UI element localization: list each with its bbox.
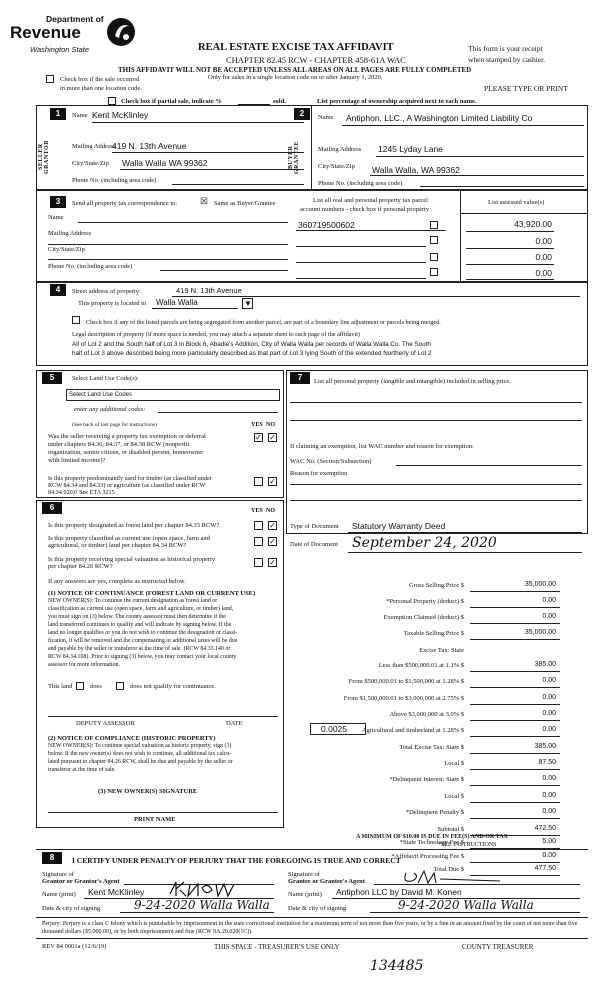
same-as-buyer-checkbox[interactable]: ☒ <box>200 196 209 206</box>
parcel-2-field[interactable] <box>296 246 426 247</box>
calc-row-value[interactable]: 0.00 <box>542 613 556 620</box>
s6-no-header: NO <box>266 508 275 514</box>
wac-label: WAC No. (Section/Subsection) <box>290 458 372 465</box>
multi-location-text-2: in more than one location code. <box>60 85 142 92</box>
s6-q3-line2: per chapter 84.26 RCW? <box>48 563 113 570</box>
legal-desc-label: Legal description of property (if more space is needed, you may attach a separate sheet to each page of the affidavit) <box>72 331 360 338</box>
calc-row-label: Taxable Selling Price $ <box>403 630 464 637</box>
s3-phone-label: Phone No. (including area code) <box>48 263 133 270</box>
calc-row-value[interactable]: 5.00 <box>542 838 556 845</box>
s5-yes-header: YES <box>251 422 263 428</box>
s5-q2-line2: RCW 84.34 and 84.33) or agriculture (as classified under RCW <box>48 482 206 489</box>
parcels-header-1: List all real and personal property tax parcel <box>313 197 428 204</box>
notice-compliance-2: below. If the new owner(s) does not wish to continue, all additional tax calcu- <box>48 751 232 757</box>
calc-row-value[interactable]: 0.00 <box>542 808 556 815</box>
calc-row-value[interactable]: 0.00 <box>542 852 556 859</box>
calc-row-value[interactable]: 0.00 <box>542 694 556 701</box>
assessed-value-2[interactable]: 0.00 <box>535 236 552 246</box>
s5-q1-yes-checkbox[interactable]: ✓ <box>255 433 262 442</box>
calc-row-label: Agricultural and timberland at 1.28% $ <box>361 727 464 734</box>
s6-q2-line1: Is this property classified as current use (open space, farm and <box>48 535 210 542</box>
calc-row-value[interactable]: 0.00 <box>542 710 556 717</box>
buyer-city-line <box>370 175 584 176</box>
seller-mail-line <box>112 152 304 153</box>
grantor-date-line <box>120 912 274 913</box>
section-7-badge: 7 <box>290 372 310 384</box>
section-8-rule <box>36 849 588 850</box>
parcel-1-personal-checkbox[interactable] <box>430 221 438 229</box>
parcel-1[interactable]: 360719500602 <box>298 220 355 230</box>
s3-mail-label: Mailing Address <box>48 230 92 237</box>
land-does-not-label: does not qualify for continuance. <box>130 683 216 690</box>
grantor-signature-scribble <box>168 880 238 900</box>
seller-phone-label: Phone No. (including area code) <box>72 177 157 184</box>
parcel-3-field[interactable] <box>296 262 426 263</box>
dept-of-text: Department of <box>46 14 104 24</box>
land-does-not-checkbox[interactable] <box>116 682 124 690</box>
s5-q2-yes-checkbox[interactable] <box>254 477 263 486</box>
minimum-due-note: A MINIMUM OF $10.00 IS DUE IN FEE(S) AND/OR TAX <box>356 834 508 840</box>
print-name-label: PRINT NAME <box>134 816 176 823</box>
section-6-badge: 6 <box>42 502 62 514</box>
assessed-divider <box>460 190 461 282</box>
section-1-badge: 1 <box>50 108 66 120</box>
s6-q2-no-checkbox[interactable]: ✓ <box>269 537 276 546</box>
section-4-badge: 4 <box>50 284 66 296</box>
calc-row-line <box>470 862 560 863</box>
seller-phone-field[interactable] <box>172 184 304 185</box>
notice-compliance-title: (2) NOTICE OF COMPLIANCE (HISTORIC PROPERTY) <box>48 735 216 742</box>
notice-continuance-6: fication, it will be removed and the compensating or additional taxes will be due <box>48 638 238 644</box>
buyer-phone-field[interactable] <box>420 186 584 187</box>
segregated-label: Check box if any of the listed parcels are being segregated from another parcel, are part of a boundary line adjustment or parcels being merged. <box>86 319 441 326</box>
seller-mail[interactable]: 419 N. 13th Avenue <box>112 141 187 151</box>
s5-q2-line1: Is this property predominantly used for timber (as classified under <box>48 475 212 482</box>
seller-city[interactable]: Walla Walla WA 99362 <box>122 158 208 168</box>
chevron-down-icon: ▼ <box>244 299 252 308</box>
doc-type-line <box>348 532 582 533</box>
calc-row-label: *Delinquent Penalty $ <box>405 809 464 816</box>
calc-row-value[interactable]: 87.50 <box>538 759 556 766</box>
notice-compliance-1: NEW OWNER(S): To continue special valuation as historic property, sign (3) <box>48 743 232 749</box>
see-instructions-note: *SEE INSTRUCTIONS <box>438 842 497 848</box>
additional-codes-field[interactable] <box>158 412 278 413</box>
wac-field[interactable] <box>396 465 582 466</box>
seller-city-label: City/State/Zip <box>72 160 109 167</box>
calc-row-label: Subtotal $ <box>437 826 464 833</box>
deputy-assessor-line[interactable] <box>48 716 278 717</box>
parcel-4-field[interactable] <box>296 278 426 279</box>
located-in-dropdown[interactable] <box>242 298 253 309</box>
doc-date[interactable]: September 24, 2020 <box>352 535 497 551</box>
grantor-sig-label-1: Signature of <box>42 871 74 878</box>
perjury-notice: Perjury: Perjury is a class C felony which is punishable by imprisonment in the state correctional institution for a maximum term of not more than five years, or by a fine in an amount fixed by the court of not more than five thousand dollars ($5,000.00), or by both imprisonment and fine (RCW 9A.20.020(1C)). <box>42 921 578 935</box>
buyer-city[interactable]: Walla Walla, WA 99362 <box>372 165 460 175</box>
calc-row-label: Total Due $ <box>433 866 464 873</box>
dor-swirl-icon <box>105 16 137 48</box>
exemption-question: If claiming an exemption, list WAC number and reason for exemption: <box>290 443 474 450</box>
send-correspondence-label: Send all property tax correspondence to: <box>72 200 178 207</box>
notice-continuance-5: land no longer qualifies or you do not wish to continue the designation or classi- <box>48 630 238 636</box>
s5-q2-line3: 84.34.020)? See ETA 3215 <box>48 489 115 496</box>
grantor-sig-label-2: Grantor or Grantor's Agent <box>42 878 120 885</box>
deputy-date-label: DATE <box>226 720 243 727</box>
multi-location-checkbox[interactable] <box>46 75 54 83</box>
s3-phone-field[interactable] <box>160 270 288 271</box>
notice-continuance-1: NEW OWNER(S): To continue the current designation as forest land or <box>48 598 218 604</box>
partial-sale-label: Check box if partial sale, indicate % <box>121 98 222 105</box>
calc-row-label: Exemption Claimed (deduct) $ <box>383 614 464 621</box>
calc-row-label: Total Excise Tax: State $ <box>399 744 464 751</box>
calc-row-label: Excise Tax: State <box>419 647 464 654</box>
calc-row-value[interactable]: 385.00 <box>534 743 556 750</box>
land-use-select-value: Select Land Use Codes <box>69 392 133 398</box>
same-as-buyer-label: Same as Buyer/Grantee <box>214 200 276 207</box>
parcel-2-personal-checkbox[interactable] <box>430 236 438 244</box>
calc-row-line <box>470 687 560 688</box>
s3-city-field[interactable] <box>48 259 288 260</box>
section-1-2-divider <box>311 105 312 190</box>
multi-location-text-1: Check box if the sale occurred <box>60 76 140 83</box>
seller-grantor-label: SELLER GRANTOR <box>38 139 50 175</box>
calc-row-value[interactable]: 477.50 <box>534 865 556 872</box>
calc-row-value[interactable]: 35,000.00 <box>524 581 556 588</box>
buyer-name[interactable]: Antiphon, LLC., A Washington Limited Liability Co <box>346 113 533 123</box>
calc-row-label: *Affidavit Processing Fee $ <box>391 853 464 860</box>
calc-row-label: Gross Selling Price $ <box>408 582 464 589</box>
reason-field-2[interactable] <box>290 500 582 501</box>
section-5-badge: 5 <box>42 372 62 384</box>
assessed-line-4 <box>466 279 554 280</box>
street-address-line <box>172 296 580 297</box>
calc-row-line <box>470 769 560 770</box>
street-address-label: Street address of property: <box>72 288 141 295</box>
segregated-checkbox[interactable] <box>72 316 80 324</box>
assessed-value-3[interactable]: 0.00 <box>535 252 552 262</box>
legal-desc-1[interactable]: All of Lot 2 and the South half of Lot 3 in Block 6, Abadie's Addition, City of Walla Walla per records of Walla Walla Co. The South <box>72 341 431 348</box>
s5-q1-no-checkbox[interactable]: ✓ <box>269 433 276 442</box>
calc-row-line <box>470 785 560 786</box>
reason-field-1[interactable] <box>290 484 582 485</box>
parcel-1-line <box>296 230 446 231</box>
calc-row-value[interactable]: 35,000.00 <box>524 629 556 636</box>
seller-mail-label: Mailing Address <box>72 143 116 150</box>
calc-row-line <box>470 607 560 608</box>
calc-row-label: From $1,500,000.01 to $3,000,000 at 2.75% $ <box>343 695 464 702</box>
notice-continuance-title: (1) NOTICE OF CONTINUANCE (FOREST LAND OR CURRENT USE) <box>48 590 256 597</box>
calc-row-label: Local $ <box>444 793 464 800</box>
seller-name-label: Name <box>72 112 88 119</box>
grantee-date-label: Date & city of signing <box>288 905 347 912</box>
calc-row-line <box>470 818 560 819</box>
grantor-name[interactable]: Kent McKlinley <box>88 887 145 897</box>
personal-property-line-2[interactable] <box>290 420 582 421</box>
doc-date-line <box>348 552 582 553</box>
calc-row-value[interactable]: 0.00 <box>542 677 556 684</box>
form-number: REV 84 0001a (12/6/19) <box>42 943 107 950</box>
s5-q1-line4: with limited income)? <box>48 457 106 464</box>
buyer-city-label: City/State/Zip <box>318 163 355 170</box>
grantee-name-label: Name (print) <box>288 891 322 898</box>
doc-type[interactable]: Statutory Warranty Deed <box>352 521 446 531</box>
land-use-label: Select Land Use Code(s): <box>72 375 139 382</box>
local-rate: 0.0025 <box>321 724 347 734</box>
calc-row-label: *State Technology Fee $ <box>399 839 464 846</box>
land-does-checkbox[interactable] <box>76 682 84 690</box>
located-in-label: This property is located in <box>78 300 147 307</box>
assessed-line-3 <box>466 264 554 265</box>
s5-q1-line2: under chapters 84.36, 84.37, or 84.38 RCW (nonprofit <box>48 441 190 448</box>
located-in-value[interactable]: Walla Walla <box>156 298 198 307</box>
deputy-assessor-label: DEPUTY ASSESSOR <box>76 720 135 727</box>
personal-property-label: List all personal property (tangible and intangible) included in selling price. <box>314 378 511 385</box>
assessed-value-4[interactable]: 0.00 <box>535 268 552 278</box>
calc-row-label: Above $3,000,000 at 3.0% $ <box>389 711 464 718</box>
buyer-grantee-label: BUYER GRANTEE <box>288 140 300 174</box>
county-treasurer: COUNTY TREASURER <box>462 943 534 951</box>
local-rate-box[interactable] <box>310 723 366 735</box>
certify-statement: I CERTIFY UNDER PENALTY OF PERJURY THAT THE FOREGOING IS TRUE AND CORRECT <box>72 856 401 865</box>
personal-property-line-1[interactable] <box>290 402 582 403</box>
notice-continuance-2: classification as current use (open space, farm and agriculture, or timber) land, <box>48 606 234 612</box>
grantor-name-label: Name (print) <box>42 891 76 898</box>
section-3-badge: 3 <box>50 196 66 208</box>
s5-no-header: NO <box>266 422 275 428</box>
receipt-number: 134485 <box>370 958 424 974</box>
perjury-bottom-rule <box>36 938 588 939</box>
please-type: PLEASE TYPE OR PRINT <box>484 84 568 93</box>
calc-row-line <box>470 720 560 721</box>
s5-q2-no-checkbox[interactable]: ✓ <box>269 477 276 486</box>
s6-q1-yes-checkbox[interactable] <box>254 521 263 530</box>
assessed-value-1[interactable]: 43,920.00 <box>514 219 552 229</box>
parcels-header-2: account numbers - check box if personal property <box>300 206 430 213</box>
buyer-mail-line <box>376 156 584 157</box>
doc-date-label: Date of Document <box>290 541 339 548</box>
seller-name[interactable]: Kent McKlinley <box>92 110 149 120</box>
reason-label: Reason for exemption <box>290 470 348 477</box>
assessed-line-1 <box>466 231 554 232</box>
s3-name-label: Name <box>48 214 64 221</box>
s3-name-field[interactable] <box>78 222 288 223</box>
see-back-note: (See back of last page for instructions) <box>72 422 157 428</box>
washington-state-text: Washington State <box>30 45 90 54</box>
grantor-date-label: Date & city of signing <box>42 905 101 912</box>
perjury-divider <box>36 917 588 918</box>
buyer-name-line <box>342 125 584 126</box>
s6-yes-header: YES <box>251 508 263 514</box>
only-for-sales: Only for sales in a single location code on or after January 1, 2020. <box>208 74 383 81</box>
s3-city-label: City/State/Zip <box>48 246 85 253</box>
calc-row-value[interactable]: 0.00 <box>542 726 556 733</box>
calc-row-label: *Personal Property (deduct) $ <box>386 598 464 605</box>
calc-row-line <box>470 753 560 754</box>
assessed-header: List assessed value(s) <box>488 199 545 206</box>
s6-q3-yes-checkbox[interactable] <box>254 558 263 567</box>
s5-q1-line3: organization, senior citizen, or disabled person, homeowner <box>48 449 204 456</box>
buyer-mail[interactable]: 1245 Lyday Lane <box>378 144 443 154</box>
notice-compliance-4: transferor at the time of sale. <box>48 767 116 773</box>
notice-continuance-3: you must sign on (3) below. The county assessor must then determine if the <box>48 614 226 620</box>
s5-q1-line1: Was the seller receiving a property tax exemption or deferral <box>48 433 206 440</box>
section-2-badge: 2 <box>294 108 310 120</box>
grantee-sig-label-1: Signature of <box>288 871 320 878</box>
calc-row-line <box>470 736 560 737</box>
form-warning: THIS AFFIDAVIT WILL NOT BE ACCEPTED UNLESS ALL AREAS ON ALL PAGES ARE FULLY COMPLETED <box>118 66 472 74</box>
receipt-note-1: This form is your receipt <box>468 44 543 53</box>
this-land-label: This land <box>48 683 73 690</box>
grantee-signature-scribble <box>400 869 510 887</box>
ownership-note: List percentage of ownership acquired next to each name. <box>317 98 477 105</box>
treasurer-use-only: THIS SPACE - TREASURER'S USE ONLY <box>214 943 340 951</box>
parcels-header-rule <box>460 213 588 214</box>
grantee-sig-label-2: Grantee or Grantee's Agent <box>288 878 365 885</box>
s6-q2-yes-checkbox[interactable] <box>254 537 263 546</box>
parcel-4-personal-checkbox[interactable] <box>430 268 438 276</box>
section-7-frame <box>286 370 588 534</box>
calc-row-label: Local $ <box>444 760 464 767</box>
s6-q3-no-checkbox[interactable]: ✓ <box>269 558 276 567</box>
new-owner-signature-label: (3) NEW OWNER(S) SIGNATURE <box>98 788 198 795</box>
calc-row-value[interactable]: 0.00 <box>542 792 556 799</box>
calc-row-line <box>470 671 560 672</box>
located-in-line <box>152 308 238 309</box>
land-use-select[interactable] <box>66 389 280 401</box>
land-does-label: does <box>90 683 102 690</box>
seller-city-line <box>120 169 304 170</box>
s6-q2-line2: agricultural, or timber) land per chapter 84.34 RCW? <box>48 542 187 549</box>
seller-name-line <box>92 122 304 123</box>
grantee-date-line <box>370 912 580 913</box>
notice-continuance-4: land transferred continues to qualify and will indicate by signing below. If the <box>48 622 232 628</box>
s6-if-yes: If any answers are yes, complete as instructed below. <box>48 578 186 585</box>
calc-row-label: From $500,000.01 to $1,500,000 at 1.28% $ <box>348 678 464 685</box>
calc-row-line <box>470 623 560 624</box>
grantee-name[interactable]: Antiphon LLC by David M. Konen <box>336 887 462 897</box>
notice-continuance-7: and payable by the seller or transferor at the time of sale. (RCW 84.33.140 or <box>48 646 231 652</box>
s6-q1-no-checkbox[interactable]: ✓ <box>269 521 276 530</box>
calc-row-value[interactable]: 0.00 <box>542 597 556 604</box>
buyer-mail-label: Mailing Address <box>318 146 362 153</box>
calc-row-line <box>470 639 560 640</box>
notice-continuance-8: RCW 84.34.108). Prior to signing (3) below, you may contact your local county <box>48 654 237 660</box>
additional-codes-label: enter any additional codes: <box>74 406 146 413</box>
s6-q1: Is this property designated as forest land per chapter 84.33 RCW? <box>48 522 220 529</box>
parcel-3-personal-checkbox[interactable] <box>430 253 438 261</box>
s3-mail-field[interactable] <box>48 244 288 245</box>
dor-logo <box>10 14 140 60</box>
revenue-text: Revenue <box>10 23 81 42</box>
buyer-name-label: Name <box>318 114 334 121</box>
street-address[interactable]: 419 N. 13th Avenue <box>176 286 242 295</box>
notice-compliance-3: lated pursuant to chapter 84.26 RCW, shall be due and payable by the seller or <box>48 759 233 765</box>
section-8-badge: 8 <box>42 852 62 864</box>
calc-row-line <box>470 802 560 803</box>
calc-row-value[interactable]: 0.00 <box>542 775 556 782</box>
calc-row-value[interactable]: 472.50 <box>534 825 556 832</box>
partial-sale-sold: sold. <box>273 98 286 105</box>
receipt-note-2: when stamped by cashier. <box>468 55 546 64</box>
notice-continuance-9: assessor for more information. <box>48 662 120 668</box>
form-subtitle: CHAPTER 82.45 RCW - CHAPTER 458-61A WAC <box>226 55 406 65</box>
form-title: REAL ESTATE EXCISE TAX AFFIDAVIT <box>198 42 394 53</box>
calc-row-line <box>470 704 560 705</box>
grantee-date[interactable]: 9-24-2020 Walla Walla <box>398 898 534 912</box>
assessed-line-2 <box>466 248 554 249</box>
doc-type-label: Type of Document <box>290 523 339 530</box>
calc-row-value[interactable]: 385.00 <box>534 661 556 668</box>
grantor-date[interactable]: 9-24-2020 Walla Walla <box>134 898 270 912</box>
legal-desc-2[interactable]: half of Lot 3 above described being more particularly described as that part of Lot 3 lying South of the extended Northerly of Lot 2 <box>72 350 432 357</box>
new-owner-signature-line[interactable] <box>48 812 278 813</box>
buyer-phone-label: Phone No. (including area code) <box>318 180 403 187</box>
partial-sale-checkbox[interactable] <box>108 97 116 105</box>
s6-q3-line1: Is this property receiving special valuation as historical property <box>48 556 216 563</box>
calc-row-label: *Delinquent Interest: State $ <box>389 776 464 783</box>
calc-row-label: Less than $500,000.01 at 1.1% $ <box>378 662 464 669</box>
calc-row-line <box>470 591 560 592</box>
